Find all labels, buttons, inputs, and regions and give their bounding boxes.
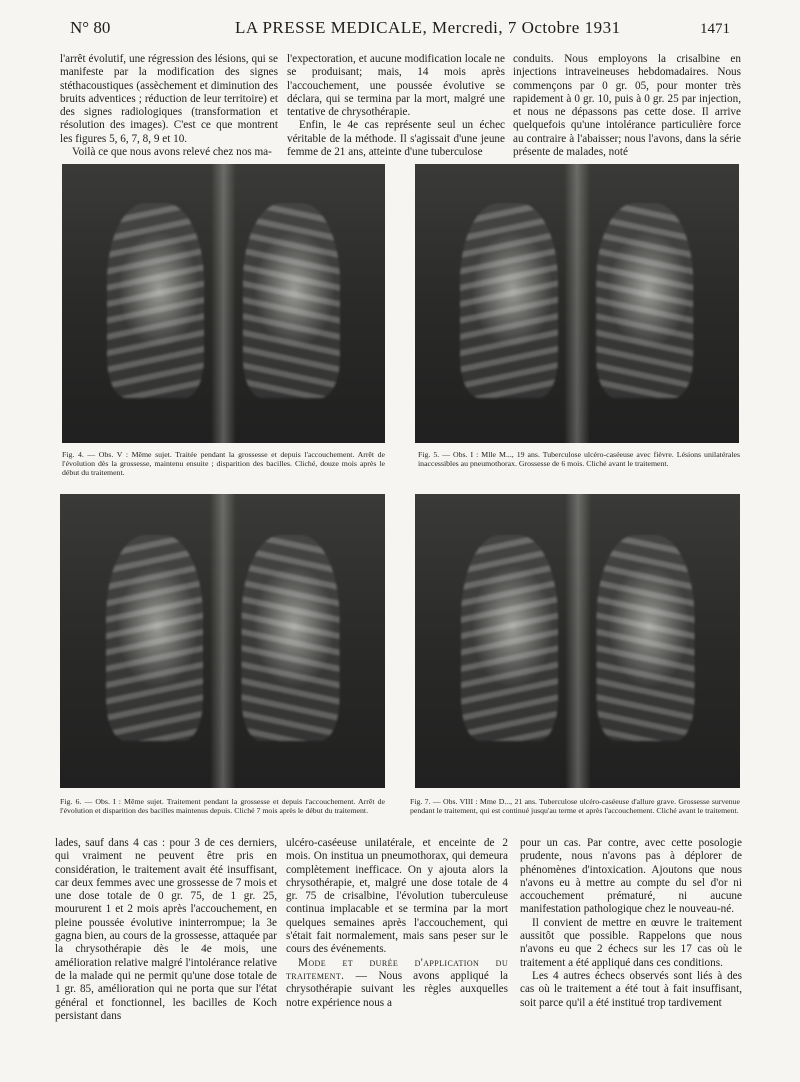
bottom-column-1	[55, 837, 277, 1023]
figure-caption-fig6: Fig. 6. — Obs. I : Même sujet. Traitement pendant la grossesse et depuis l'accouchement. Arrêt de l'évolution et disparition des bacilles maintenus depuis. Cliché 7 mois après le début du traitement.	[60, 797, 385, 816]
page-number: 1471	[700, 21, 730, 37]
section-paragraph	[286, 957, 508, 1010]
paragraph: l'arrêt évolutif, une régression des lésions, qui se manifeste par la modification des signes stéthacoustiques (assèchement et diminution des bruits adventices ; réduction de leur territoire) et des signes radiologiques (transformation et résolution des images). C'est ce que montrent les figures 5, 6, 7, 8, 9 et 10.	[60, 53, 278, 145]
section-text: Nous avons appliqué la chrysothérapie suivant les règles auxquelles notre expérience nous a	[286, 969, 508, 1009]
xray-image-fig7	[415, 494, 740, 788]
top-column-2	[287, 53, 505, 159]
top-column-1	[60, 53, 278, 159]
bottom-column-3	[520, 837, 742, 1010]
section-heading: Mode et durée d'application du traitement. —	[286, 956, 508, 982]
figure-caption-fig7: Fig. 7. — Obs. VIII : Mme D..., 21 ans. Tuberculose ulcéro-caséeuse d'allure grave. Grossesse survenue pendant le traitement, qui est continué jusqu'au terme et après l'accouchement. Cliché avant le traitement.	[410, 797, 740, 816]
xray-image-fig6	[60, 494, 385, 788]
paragraph: Voilà ce que nous avons relevé chez nos ma-	[72, 146, 272, 159]
page-header	[70, 18, 730, 44]
paragraph: Il convient de mettre en œuvre le traitement aussitôt que possible. Rappelons que nous n'avons eu que 2 échecs sur les 17 cas où le traitement a été appliqué dans ces conditions.	[520, 916, 742, 969]
issue-number: N° 80	[70, 18, 111, 37]
figure-caption-fig4: Fig. 4. — Obs. V : Même sujet. Traitée pendant la grossesse et depuis l'accouchement. Arrêt de l'évolution dès la grossesse, maintenu ensuite ; disparition des bacilles. Cliché, douze mois après le début du traitement.	[62, 450, 385, 478]
paragraph: ulcéro-caséeuse unilatérale, et enceinte de 2 mois. On institua un pneumothorax, qui demeura complètement inefficace. On y ajouta alors la chrysothérapie, et, malgré une dose totale de 4 gr. 75 de crisalbine, l'évolution tuberculeuse continua implacable et se termina par la mort quelques semaines après l'accouchement, qui s'était fait normalement, mais sans peser sur le cours des événements.	[286, 837, 508, 956]
paragraph: l'expectoration, et aucune modification locale ne se produisant; mais, 14 mois après l'accouchement, une poussée évolutive se déclara, qui se termina par la mort, malgré une tentative de chrysothérapie.	[287, 53, 505, 119]
paragraph: conduits. Nous employons la crisalbine en injections intraveineuses hebdomadaires. Nous commençons par 0 gr. 05, pour monter très rapidement à 0 gr. 10, puis à 0 gr. 25 par injection, et nous ne dépassons pas cette dose. Il arrive quelquefois qu'une intolérance particulière force au contraire à l'abaisser; nous l'avons, dans la série présente de malades, noté	[513, 53, 741, 159]
paragraph: pour un cas. Par contre, avec cette posologie prudente, nous n'avons pas à déplorer de phénomènes d'intoxication. Ajoutons que nous n'avons eu à mettre au compte du sel d'or ni accouchement prématuré, ni aucune manifestation pathologique chez le nouveau-né.	[520, 837, 742, 916]
top-column-3	[513, 53, 741, 159]
xray-image-fig5	[415, 164, 739, 443]
journal-title: LA PRESSE MEDICALE, Mercredi, 7 Octobre 1931	[235, 18, 621, 37]
bottom-column-2	[286, 837, 508, 1010]
figure-caption-fig5: Fig. 5. — Obs. I : Mlle M..., 19 ans. Tuberculose ulcéro-caséeuse avec fièvre. Lésions unilatérales inaccessibles au pneumothorax. Grossesse de 6 mois. Cliché avant le traitement.	[418, 450, 740, 469]
paragraph: Les 4 autres échecs observés sont liés à des cas où le traitement a été tout à fait insuffisant, soit parce qu'il a été institué trop tardivement	[520, 969, 742, 1009]
paragraph: Enfin, le 4e cas représente seul un échec véritable de la méthode. Il s'agissait d'une jeune femme de 21 ans, atteinte d'une tuberculose	[287, 119, 505, 159]
xray-image-fig4	[62, 164, 385, 443]
paragraph: lades, sauf dans 4 cas : pour 3 de ces derniers, qui vraiment ne peuvent être pris en considération, le traitement avait été insuffisant, car deux femmes avec une grossesse de 7 mois et une dose totale de 0 gr. 75, de 1 gr. 25, moururent 1 et 2 mois après l'accouchement, en pleine poussée évolutive ininterrompue; la 3e gagna bien, au cours de la grossesse, attaquée par la chrysothérapie dès le 4e mois, une amélioration relative malgré l'intolérance relative de la malade qui ne permit qu'une dose totale de 1 gr. 85, amélioration qui ne porta que sur l'état général et fonctionnel, les bacilles de Koch persistant dans	[55, 837, 277, 1022]
